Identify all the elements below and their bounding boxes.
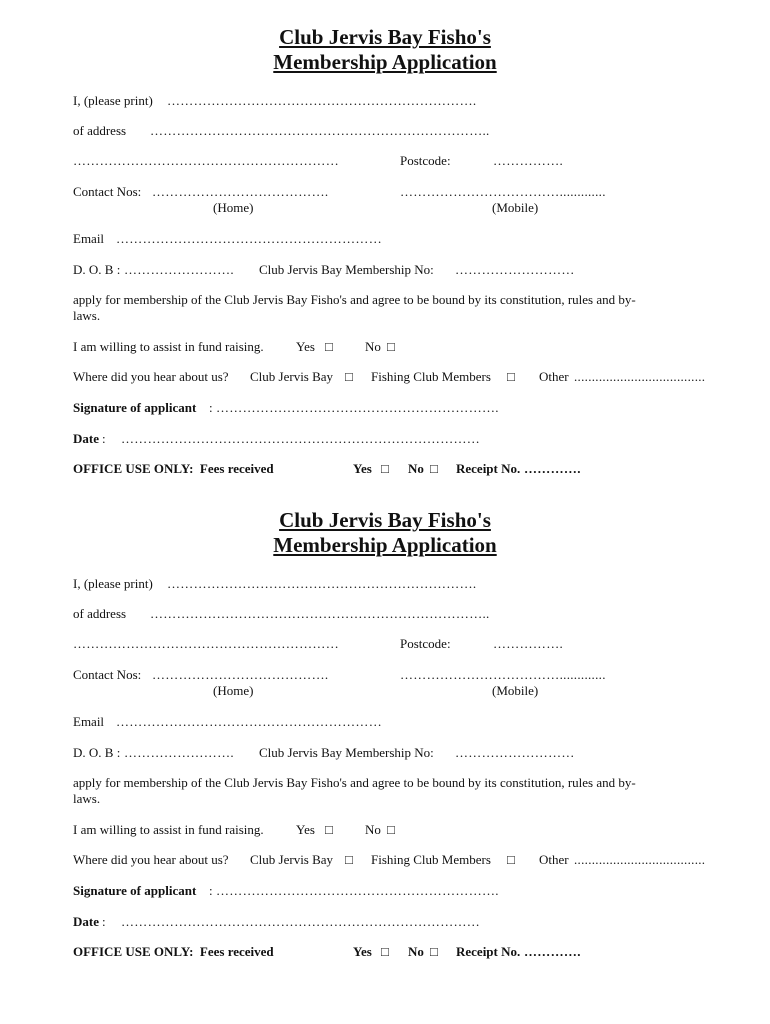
contact-label: Contact Nos: [73, 184, 142, 199]
office-use-label: OFFICE USE ONLY: Fees received [73, 944, 274, 959]
signature-field[interactable]: ………………………………………………………. [216, 400, 499, 415]
date-label: Date [73, 914, 99, 929]
hear-option-fishing-label: Fishing Club Members [371, 369, 491, 384]
receipt-label: Receipt No. [456, 461, 521, 476]
address-label: of address [73, 123, 127, 138]
dob-field[interactable]: ……………………. [124, 262, 234, 277]
dob-label: D. O. B : [73, 745, 121, 760]
fundraising-label: I am willing to assist in fund raising. [73, 822, 264, 837]
home-label: (Home) [213, 200, 254, 215]
mobile-phone-field[interactable]: ………………………………............. [400, 184, 606, 199]
mobile-label: (Mobile) [492, 200, 539, 215]
receipt-label: Receipt No. [456, 944, 521, 959]
hear-other-field[interactable]: ..................................... [574, 369, 706, 384]
name-field[interactable]: ……………………………………………………………. [167, 93, 477, 108]
receipt-field[interactable]: …………. [524, 461, 581, 476]
hear-option-fishing-label: Fishing Club Members [371, 852, 491, 867]
signature-label: Signature of applicant [73, 883, 197, 898]
membership-form-2 [0, 483, 770, 963]
email-field[interactable]: …………………………………………………… [116, 231, 382, 246]
receipt-field[interactable]: …………. [524, 944, 581, 959]
signature-label: Signature of applicant [73, 400, 197, 415]
hear-option-club-checkbox[interactable]: □ [345, 369, 353, 384]
home-phone-field[interactable]: …………………………………. [152, 667, 329, 682]
form-title-line1: Club Jervis Bay Fisho's [279, 508, 491, 532]
mobile-label: (Mobile) [492, 683, 539, 698]
membership-no-field[interactable]: ……………………… [455, 262, 575, 277]
address-field[interactable]: ………………………………………………………………….. [150, 606, 490, 621]
home-label: (Home) [213, 683, 254, 698]
hear-option-fishing-checkbox[interactable]: □ [507, 369, 515, 384]
signature-field[interactable]: ………………………………………………………. [216, 883, 499, 898]
date-colon: : [102, 914, 106, 929]
hear-option-other-label: Other [539, 852, 569, 867]
address-line2-field[interactable]: …………………………………………………… [73, 153, 339, 168]
hear-option-club-label: Club Jervis Bay [250, 852, 334, 867]
hear-option-club-label: Club Jervis Bay [250, 369, 334, 384]
fundraising-no-label: No [365, 339, 381, 354]
membership-no-label: Club Jervis Bay Membership No: [259, 745, 434, 760]
email-label: Email [73, 231, 105, 246]
fundraising-no-checkbox[interactable]: □ [387, 822, 395, 837]
office-no-label: No [408, 461, 424, 476]
address-line2-field[interactable]: …………………………………………………… [73, 636, 339, 651]
fundraising-label: I am willing to assist in fund raising. [73, 339, 264, 354]
name-label: I, (please print) [73, 93, 153, 108]
hear-label: Where did you hear about us? [73, 852, 229, 867]
form-title-line1: Club Jervis Bay Fisho's [279, 25, 491, 49]
home-phone-field[interactable]: …………………………………. [152, 184, 329, 199]
date-field[interactable]: ……………………………………………………………………… [121, 914, 481, 929]
hear-other-field[interactable]: ..................................... [574, 852, 706, 867]
hear-option-fishing-checkbox[interactable]: □ [507, 852, 515, 867]
office-yes-label: Yes [353, 944, 372, 959]
fundraising-yes-label: Yes [296, 339, 315, 354]
fundraising-no-checkbox[interactable]: □ [387, 339, 395, 354]
office-yes-label: Yes [353, 461, 372, 476]
name-label: I, (please print) [73, 576, 153, 591]
office-yes-checkbox[interactable]: □ [381, 944, 389, 959]
agreement-text-line1: apply for membership of the Club Jervis Bay Fisho's and agree to be bound by its constitution, rules and by- [73, 775, 636, 790]
hear-option-club-checkbox[interactable]: □ [345, 852, 353, 867]
form-title-line2: Membership Application [273, 533, 497, 557]
agreement-text-line2: laws. [73, 308, 101, 323]
date-label: Date [73, 431, 99, 446]
contact-label: Contact Nos: [73, 667, 142, 682]
postcode-label: Postcode: [400, 153, 451, 168]
postcode-label: Postcode: [400, 636, 451, 651]
membership-no-label: Club Jervis Bay Membership No: [259, 262, 434, 277]
dob-field[interactable]: ……………………. [124, 745, 234, 760]
form-title-line2: Membership Application [273, 50, 497, 74]
fundraising-no-label: No [365, 822, 381, 837]
postcode-field[interactable]: ……………. [493, 636, 564, 651]
membership-no-field[interactable]: ……………………… [455, 745, 575, 760]
fundraising-yes-checkbox[interactable]: □ [325, 339, 333, 354]
hear-label: Where did you hear about us? [73, 369, 229, 384]
mobile-phone-field[interactable]: ………………………………............. [400, 667, 606, 682]
fundraising-yes-label: Yes [296, 822, 315, 837]
office-use-label: OFFICE USE ONLY: Fees received [73, 461, 274, 476]
email-label: Email [73, 714, 105, 729]
name-field[interactable]: ……………………………………………………………. [167, 576, 477, 591]
address-field[interactable]: ………………………………………………………………….. [150, 123, 490, 138]
email-field[interactable]: …………………………………………………… [116, 714, 382, 729]
fundraising-yes-checkbox[interactable]: □ [325, 822, 333, 837]
date-field[interactable]: ……………………………………………………………………… [121, 431, 481, 446]
office-no-checkbox[interactable]: □ [430, 944, 438, 959]
membership-form-1 [0, 0, 770, 480]
signature-colon: : [209, 400, 213, 415]
agreement-text-line2: laws. [73, 791, 101, 806]
dob-label: D. O. B : [73, 262, 121, 277]
postcode-field[interactable]: ……………. [493, 153, 564, 168]
signature-colon: : [209, 883, 213, 898]
office-no-label: No [408, 944, 424, 959]
office-yes-checkbox[interactable]: □ [381, 461, 389, 476]
hear-option-other-label: Other [539, 369, 569, 384]
agreement-text-line1: apply for membership of the Club Jervis Bay Fisho's and agree to be bound by its constitution, rules and by- [73, 292, 636, 307]
date-colon: : [102, 431, 106, 446]
address-label: of address [73, 606, 127, 621]
office-no-checkbox[interactable]: □ [430, 461, 438, 476]
